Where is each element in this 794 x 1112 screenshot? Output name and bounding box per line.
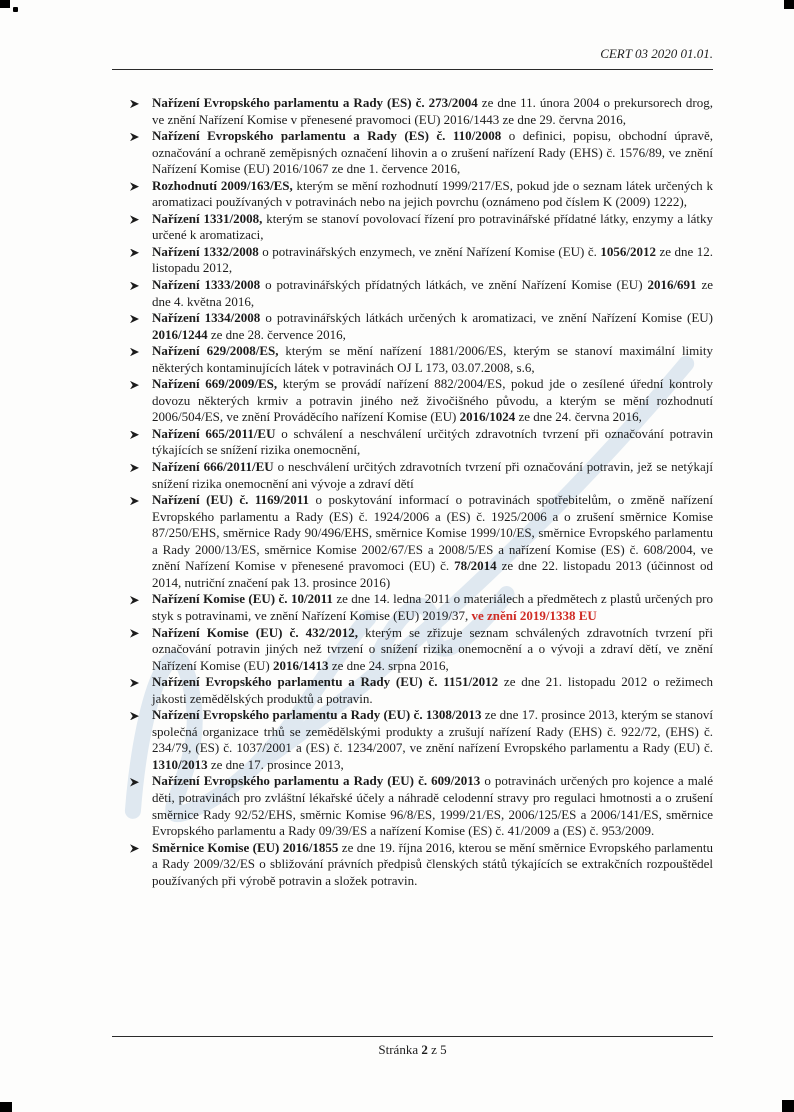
list-item-text <box>152 773 713 838</box>
regulation-title: Nařízení 629/2008/ES, <box>152 343 279 359</box>
arrow-bullet-icon <box>130 215 139 224</box>
list-item-text <box>152 211 713 243</box>
regulation-title: 2016/691 <box>647 277 697 293</box>
list-item-text <box>152 178 713 210</box>
regulation-title: 2016/1024 <box>459 409 516 425</box>
regulation-text: o definici, popisu, obchodní úpravě, označování a ochraně zeměpisných označení lihovin a o zrušení nařízení Rady (EHS) č. 1576/89, ve znění Nařízení Komise (EU) 2016/1067 ze dne 1. července 2016, <box>152 128 713 177</box>
regulation-title: Nařízení 1331/2008, <box>152 210 263 226</box>
list-item-text <box>152 244 713 276</box>
list-item-text <box>152 625 713 673</box>
regulation-title: Směrnice Komise (EU) 2016/1855 <box>152 839 339 855</box>
regulation-text: o neschválení určitých zdravotních tvrzení při označování potravin, jež se netýkají snížení rizika onemocnění ani vývoje a zdraví dětí <box>152 459 714 491</box>
list-item <box>112 95 713 128</box>
list-item-text <box>152 426 713 458</box>
regulation-title: Rozhodnutí 2009/163/ES, <box>152 177 293 193</box>
regulation-text: o potravinářských přídatných látkách, ve znění Nařízení Komise (EU) <box>260 277 648 293</box>
header-rule <box>112 69 713 70</box>
list-item <box>112 459 713 492</box>
regulation-text: ze dne 24. srpna 2016, <box>328 657 449 673</box>
document-body <box>112 95 713 889</box>
regulation-text: ze dne 17. prosince 2013, <box>207 756 344 772</box>
list-item <box>112 277 713 310</box>
regulation-title: Nařízení Evropského parlamentu a Rady (ES) č. 273/2004 <box>152 95 478 110</box>
regulation-title: 78/2014 <box>454 558 497 574</box>
regulation-text: o schválení a neschválení určitých zdravotních tvrzení při označování potravin týkajících se snížení rizika onemocnění, <box>152 425 713 458</box>
list-item-text <box>152 277 713 309</box>
arrow-bullet-icon <box>130 381 139 390</box>
arrow-bullet-icon <box>130 629 139 638</box>
regulation-text: ze dne 11. února 2004 o prekursorech drog, ve znění Nařízení Komise v přenesené pravomoci (EU) 2016/1443 ze dne 29. června 2016, <box>152 95 713 127</box>
footer-page-number: 2 <box>421 1042 428 1057</box>
list-item <box>112 591 713 624</box>
list-item-text <box>152 128 713 176</box>
arrow-bullet-icon <box>130 464 139 473</box>
regulation-title: 1310/2013 <box>152 756 208 772</box>
regulation-text: ze dne 19. října 2016, kterou se mění směrnice Evropského parlamentu a Rady 2009/32/ES o sbližování právních předpisů členských států týkajících se extrakčních rozpouštědel používaných při výrobě potravin a složek potravin. <box>152 839 713 888</box>
arrow-bullet-icon <box>130 282 139 291</box>
scan-corner-mark <box>782 1100 794 1112</box>
list-item <box>112 211 713 244</box>
regulation-title: 2016/1244 <box>152 326 208 342</box>
list-item <box>112 426 713 459</box>
scan-corner-mark <box>0 0 10 8</box>
list-item <box>112 625 713 675</box>
arrow-bullet-icon <box>130 712 139 721</box>
list-item <box>112 244 713 277</box>
regulation-title: Nařízení 669/2009/ES, <box>152 376 278 392</box>
regulation-text: o poskytování informací o potravinách spotřebitelům, o změně nařízení Evropského parlamentu a Rady (ES) č. 1924/2006 a (ES) č. 1925/2006 a o zrušení směrnice Komise 87/250/EHS, směrnice Rady 90/496/EHS, směrnice Komise 1999/10/ES, směrnice Evropského parlamentu a Rady 2000/13/ES, směrnice Komise 2002/67/ES a 2008/5/ES a nařízení Komise (ES) č. 608/2004, ve znění Nařízení Komise v přenesené pravomoci (EU) č. <box>152 492 713 574</box>
regulation-title: 2016/1413 <box>272 657 329 673</box>
scan-corner-mark <box>0 1102 12 1112</box>
regulation-text: kterým se zřizuje seznam schválených zdravotních tvrzení při označování potravin jiných než tvrzení o snížení rizika onemocnění a o vývoji a zdraví dětí, ve znění Nařízení Komise (EU) <box>152 624 713 673</box>
list-item-text <box>152 492 713 590</box>
regulation-title: Nařízení 1332/2008 <box>152 243 259 259</box>
regulation-text: ze dne 22. listopadu 2013 (účinnost od 2014, nutriční značení pak 13. prosince 2016) <box>152 558 713 590</box>
arrow-bullet-icon <box>130 182 139 191</box>
scan-corner-mark <box>784 0 794 9</box>
regulation-title: Nařízení Komise (EU) č. 10/2011 <box>152 591 333 607</box>
scan-speck <box>13 7 18 12</box>
list-item <box>112 343 713 376</box>
list-item-text <box>152 840 713 888</box>
list-item <box>112 128 713 178</box>
regulation-text: kterým se mění nařízení 1881/2006/ES, kterým se stanoví maximální limity některých kontaminujících látek v potravinách OJ L 173, 03.07.2008, s.6, <box>152 343 714 375</box>
arrow-bullet-icon <box>130 100 139 109</box>
regulation-text: kterým se mění rozhodnutí 1999/217/ES, pokud jde o seznam látek určených k aromatizaci používaných v potravinách nebo na jejich povrchu (oznámeno pod číslem K (2009) 1222), <box>152 177 713 210</box>
regulation-text: ze dne 14. ledna 2011 o materiálech a předmětech z plastů určených pro styk s potravinami, ve znění Nařízení Komise (EU) 2019/37, <box>152 591 713 623</box>
arrow-bullet-icon <box>130 133 139 142</box>
list-item <box>112 773 713 839</box>
footer-label-suffix: z 5 <box>427 1042 447 1057</box>
regulation-text: ze dne 28. července 2016, <box>207 326 346 342</box>
document-code: CERT 03 2020 01.01. <box>600 46 713 61</box>
regulation-text: ze dne 4. května 2016, <box>152 277 714 309</box>
list-item <box>112 492 713 591</box>
list-item-text <box>152 674 713 706</box>
arrow-bullet-icon <box>130 844 139 853</box>
regulation-text: o potravinách určených pro kojence a malé děti, potravinách pro zvláštní lékařské účely a náhradě celodenní stravy pro regulaci hmotnosti a o zrušení směrnice Rady 92/52/EHS, směrnic Komise 96/8/ES, 1999/21/ES, 2006/125/ES a 2006/141/ES, směrnice Evropského parlamentu a Rady 09/39/ES a nařízení Komise (ES) č. 41/2009 a (ES) č. 953/2009. <box>152 773 713 839</box>
regulation-title: Nařízení 666/2011/EU <box>152 459 274 475</box>
arrow-bullet-icon <box>130 315 139 324</box>
list-item-text <box>152 310 713 342</box>
regulation-title: Nařízení Evropského parlamentu a Rady (EU) č. 609/2013 <box>152 773 481 789</box>
regulation-title: Nařízení Evropského parlamentu a Rady (ES) č. 110/2008 <box>152 128 502 144</box>
list-item <box>112 674 713 707</box>
list-item <box>112 178 713 211</box>
regulation-text: kterým se provádí nařízení 882/2004/ES, pokud jde o zesílené úřední kontroly dovozu některých krmiv a potravin jiného než živočišného původu, a kterým se mění rozhodnutí 2006/504/ES, ve znění Prováděcího nařízení Komise (EU) <box>152 376 713 425</box>
list-item <box>112 310 713 343</box>
arrow-bullet-icon <box>130 778 139 787</box>
arrow-bullet-icon <box>130 249 139 258</box>
regulation-text: ze dne 24. června 2016, <box>515 409 642 425</box>
regulation-title: 1056/2012 <box>600 243 656 259</box>
regulation-title: Nařízení Evropského parlamentu a Rady (EU) č. 1308/2013 <box>152 707 482 723</box>
list-item-text <box>152 376 713 424</box>
red-amendment-note: ve znění 2019/1338 EU <box>471 607 597 623</box>
regulation-title: Nařízení 1334/2008 <box>152 310 261 326</box>
list-item-text <box>152 707 713 772</box>
arrow-bullet-icon <box>130 679 139 688</box>
regulation-text: ze dne 12. listopadu 2012, <box>152 243 713 276</box>
regulation-text: ze dne 17. prosince 2013, kterým se stanoví společná organizace trhů se zemědělskými produkty a zrušují nařízení Rady (EHS) č. 922/72, (EHS) č. 234/79, (ES) č. 1037/2001 a (ES) č. 1234/2007, ve znění nařízení Evropského parlamentu a Rady (EU) č. <box>152 707 713 756</box>
regulation-text: kterým se stanoví povolovací řízení pro potravinářské přídatné látky, enzymy a látky určené k aromatizaci, <box>152 210 713 243</box>
arrow-bullet-icon <box>130 497 139 506</box>
list-item-text <box>152 95 713 127</box>
regulation-title: Nařízení 665/2011/EU <box>152 425 276 441</box>
page-footer <box>112 1042 713 1058</box>
arrow-bullet-icon <box>130 348 139 357</box>
regulation-text: o potravinářských enzymech, ve znění Nařízení Komise (EU) č. <box>258 243 601 259</box>
regulation-text: o potravinářských látkách určených k aromatizaci, ve znění Nařízení Komise (EU) <box>260 310 713 326</box>
footer-rule <box>112 1036 713 1037</box>
arrow-bullet-icon <box>130 596 139 605</box>
regulation-title: Nařízení Komise (EU) č. 432/2012, <box>152 624 359 640</box>
regulation-title: Nařízení Evropského parlamentu a Rady (EU) č. 1151/2012 <box>152 674 499 690</box>
regulation-title: Nařízení 1333/2008 <box>152 277 261 293</box>
regulation-list <box>112 95 713 889</box>
footer-label-prefix: Stránka <box>378 1042 422 1057</box>
regulation-text: ze dne 21. listopadu 2012 o režimech jakosti zemědělských produktů a potravin. <box>152 674 713 706</box>
list-item <box>112 840 713 890</box>
list-item-text <box>152 459 713 491</box>
arrow-bullet-icon <box>130 431 139 440</box>
regulation-title: Nařízení (EU) č. 1169/2011 <box>152 492 310 508</box>
list-item <box>112 376 713 426</box>
list-item-text <box>152 591 713 623</box>
list-item-text <box>152 343 713 375</box>
list-item <box>112 707 713 773</box>
